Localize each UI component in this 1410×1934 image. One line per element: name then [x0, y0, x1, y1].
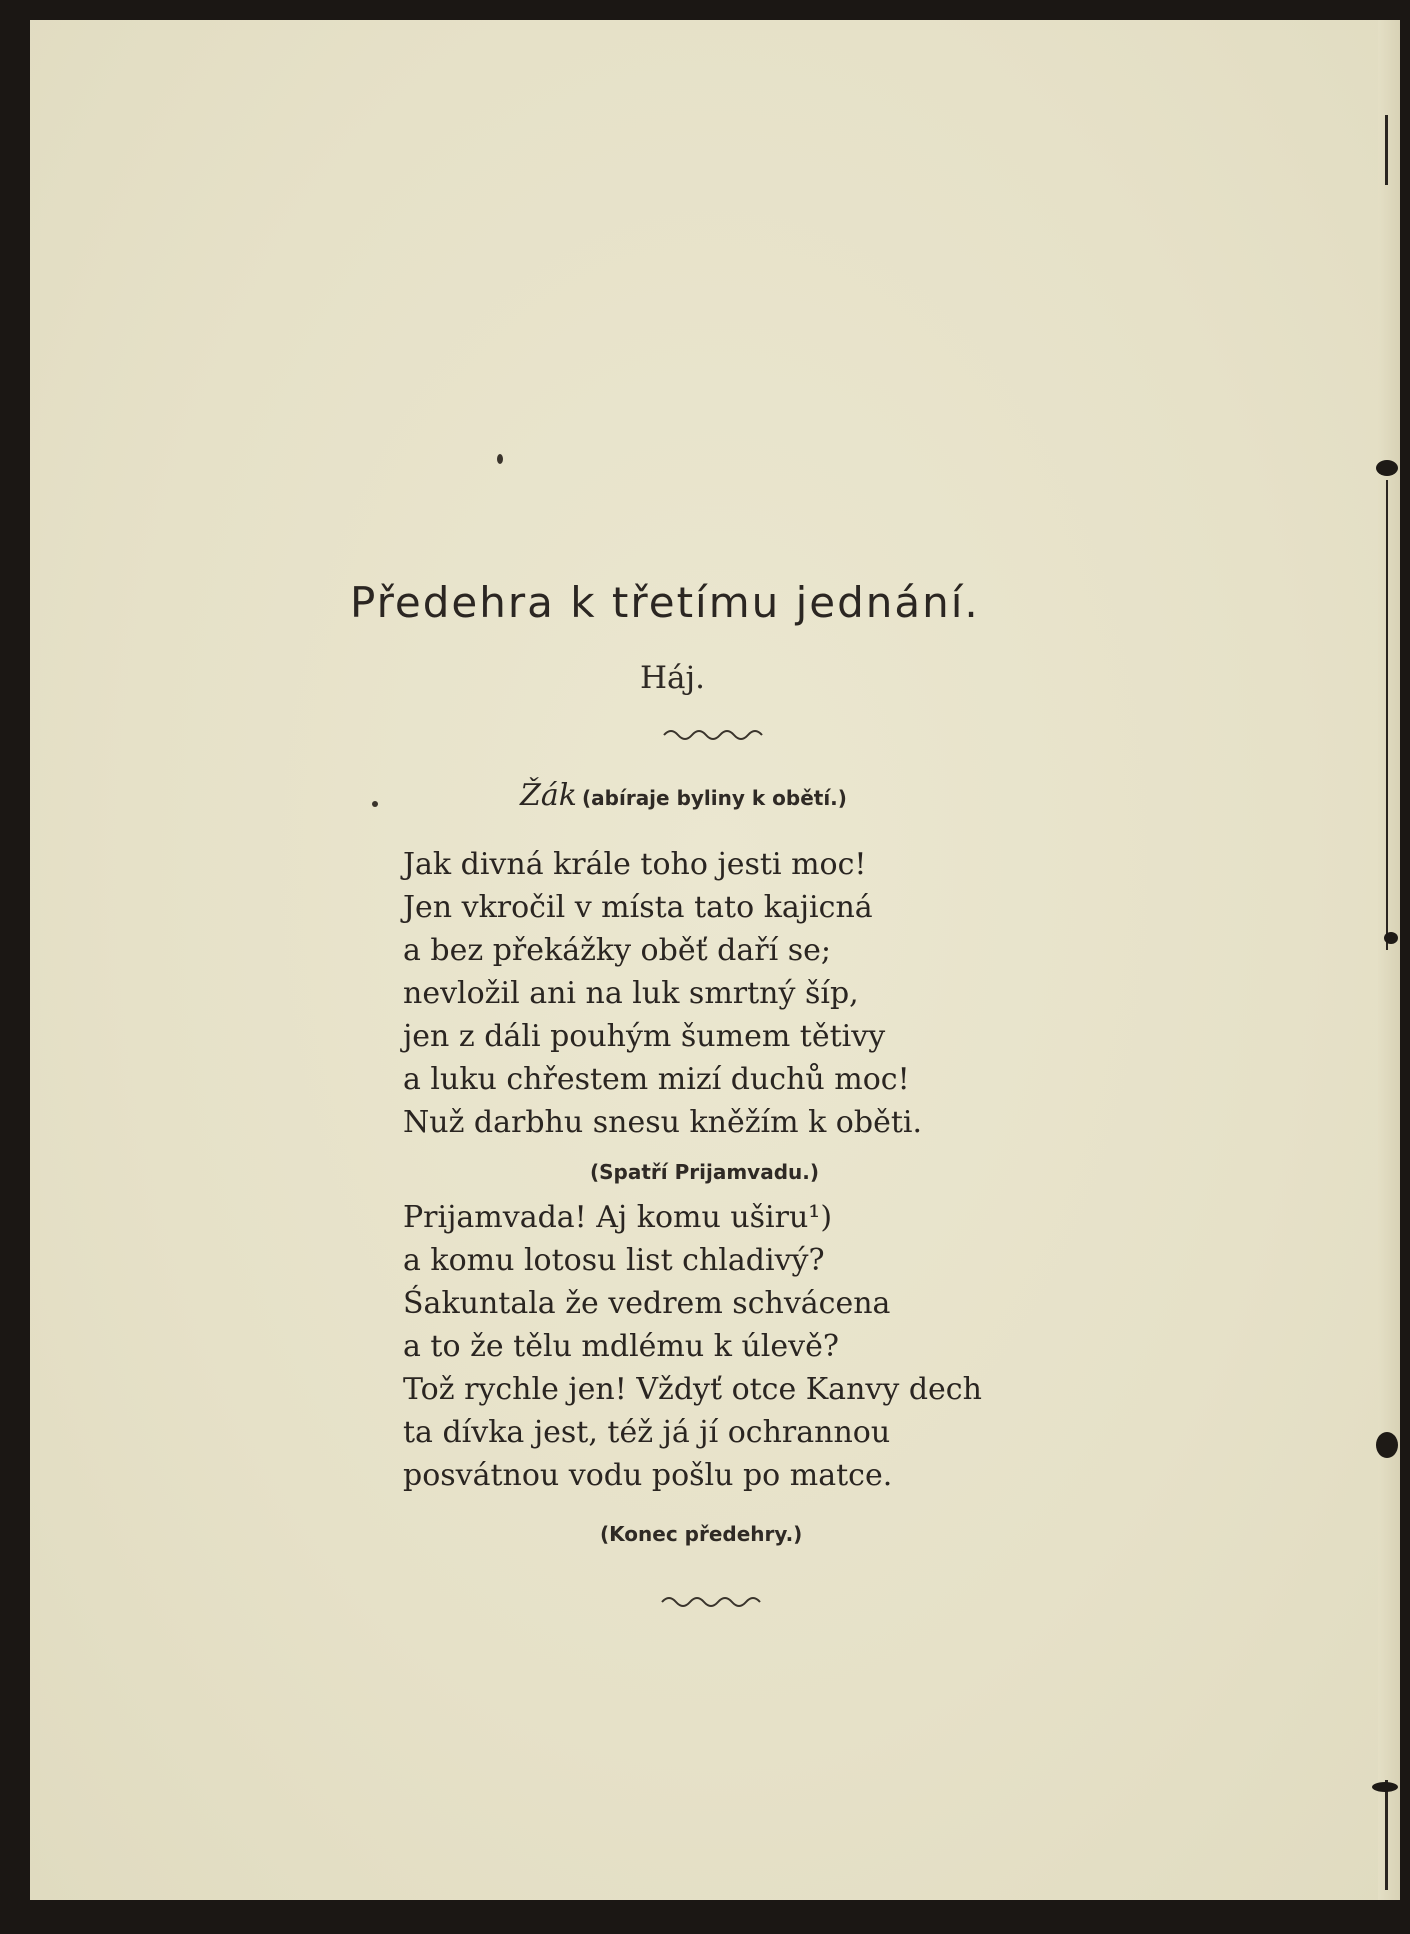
verse-line: posvátnou vodu pošlu po matce. — [403, 1458, 893, 1493]
page-gutter — [1378, 20, 1400, 1900]
verse-line: Jen vkročil v místa tato kajicná — [403, 890, 873, 925]
verse-line: Śakuntala že vedrem schvácena — [403, 1286, 891, 1321]
verse-line: ta dívka jest, též já jí ochrannou — [403, 1415, 891, 1450]
speaker-name: Žák — [520, 778, 577, 813]
stage-direction: (Spatří Prijamvadu.) — [590, 1160, 819, 1184]
verse-line: Prijamvada! Aj komu uširu¹) — [403, 1200, 833, 1235]
wavy-rule-icon — [662, 725, 772, 745]
verse-line: Tož rychle jen! Vždyť otce Kanvy dech — [403, 1372, 982, 1407]
wavy-rule-icon — [660, 1592, 770, 1612]
verse-line: Nuž darbhu snesu kněžím k oběti. — [403, 1105, 923, 1140]
verse-block — [403, 843, 922, 1144]
ink-speck — [372, 801, 378, 807]
verse-line: a komu lotosu list chladivý? — [403, 1243, 825, 1278]
verse-line: Jak divná krále toho jesti moc! — [403, 847, 867, 882]
binding-mark — [1376, 460, 1398, 476]
binding-mark — [1376, 1432, 1398, 1458]
binding-line — [1385, 115, 1388, 185]
binding-line — [1385, 1780, 1388, 1890]
verse-block — [403, 1196, 982, 1497]
ink-speck — [497, 454, 503, 464]
stage-direction: (abíraje byliny k obětí.) — [582, 786, 847, 810]
verse-line: jen z dáli pouhým šumem tětivy — [403, 1019, 886, 1054]
speaker-heading — [520, 778, 847, 813]
binding-line — [1386, 480, 1388, 950]
verse-line: a bez překážky oběť daří se; — [403, 933, 831, 968]
verse-line: nevložil ani na luk smrtný šíp, — [403, 976, 859, 1011]
binding-mark — [1372, 1782, 1398, 1792]
verse-line: a luku chřestem mizí duchů moc! — [403, 1062, 910, 1097]
verse-line: a to že tělu mdlému k úlevě? — [403, 1329, 839, 1364]
scene-location: Háj. — [640, 660, 705, 696]
stage-direction: (Konec předehry.) — [600, 1522, 803, 1546]
binding-mark — [1384, 932, 1398, 944]
section-title: Předehra k třetímu jednání. — [350, 578, 980, 627]
